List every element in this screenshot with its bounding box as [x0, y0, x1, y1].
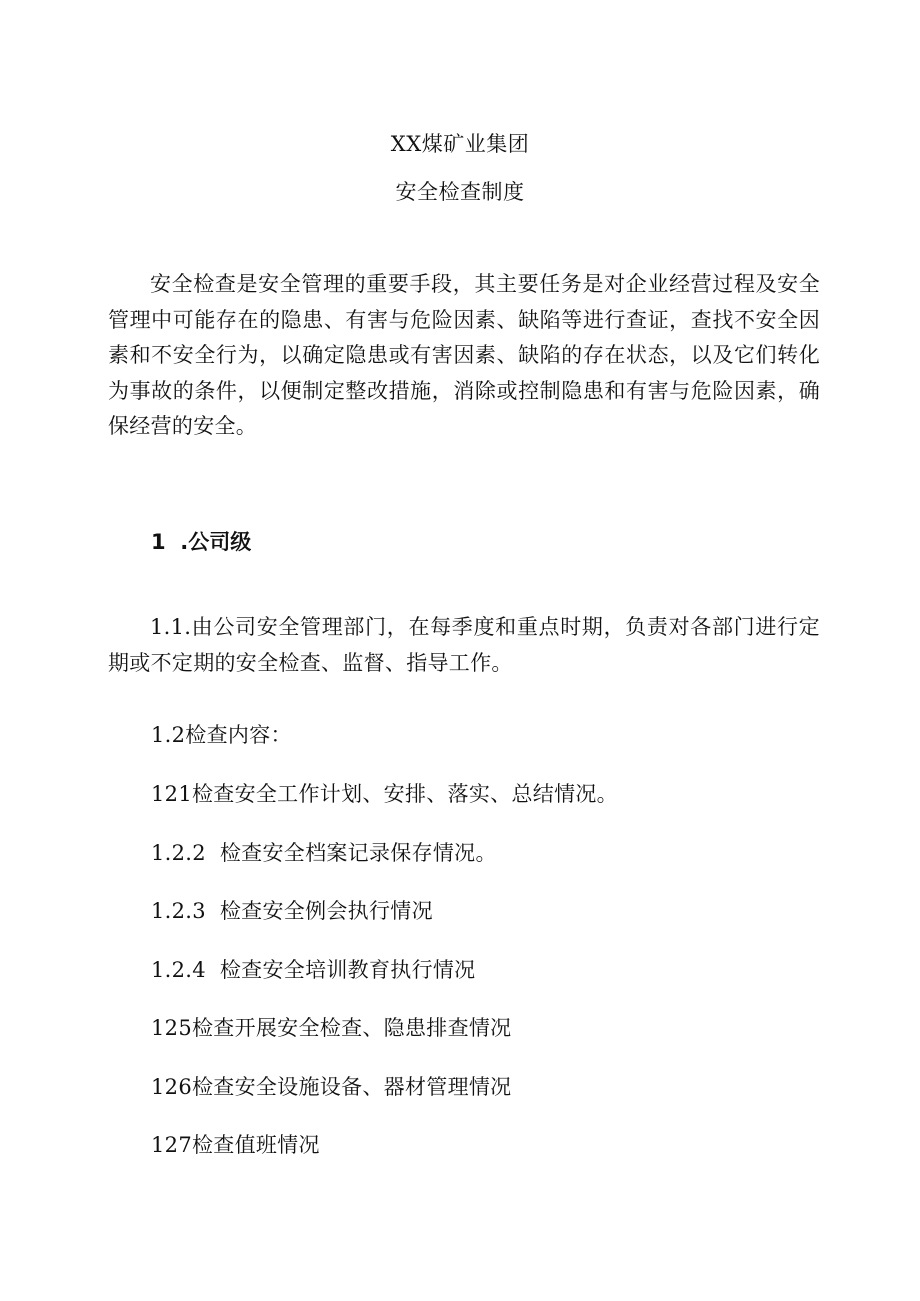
- list-item: 126检查安全设施设备、器材管理情况: [151, 1075, 512, 1099]
- list-item: 127检查值班情况: [151, 1133, 320, 1157]
- document-title-regulation: 安全检查制度: [395, 180, 525, 204]
- section-heading: 1 .公司级: [151, 530, 252, 554]
- list-item: 121检查安全工作计划、安排、落实、总结情况。: [151, 782, 618, 806]
- list-item: 1.2.3 检查安全例会执行情况: [151, 899, 433, 923]
- intro-paragraph: 安全检查是安全管理的重要手段，其主要任务是对企业经营过程及安全管理中可能存在的隐患、有害与危险因素、缺陷等进行查证，查找不安全因素和不安全行为，以确定隐患或有害因素、缺陷的存在状态，以及它们转化为事故的条件，以便制定整改措施，消除或控制隐患和有害与危险因素，确保经营的安全。: [108, 272, 820, 438]
- document-title-company: XX煤矿业集团: [390, 132, 530, 156]
- list-item: 1.2检查内容：: [151, 723, 292, 747]
- list-item: 125检查开展安全检查、隐患排查情况: [151, 1016, 512, 1040]
- list-item: 1.2.2 检查安全档案记录保存情况。: [151, 841, 497, 865]
- list-item: 1.2.4 检查安全培训教育执行情况: [151, 958, 476, 982]
- section-paragraph: 1.1.由公司安全管理部门，在每季度和重点时期，负责对各部门进行定期或不定期的安全检查、监督、指导工作。: [108, 615, 820, 675]
